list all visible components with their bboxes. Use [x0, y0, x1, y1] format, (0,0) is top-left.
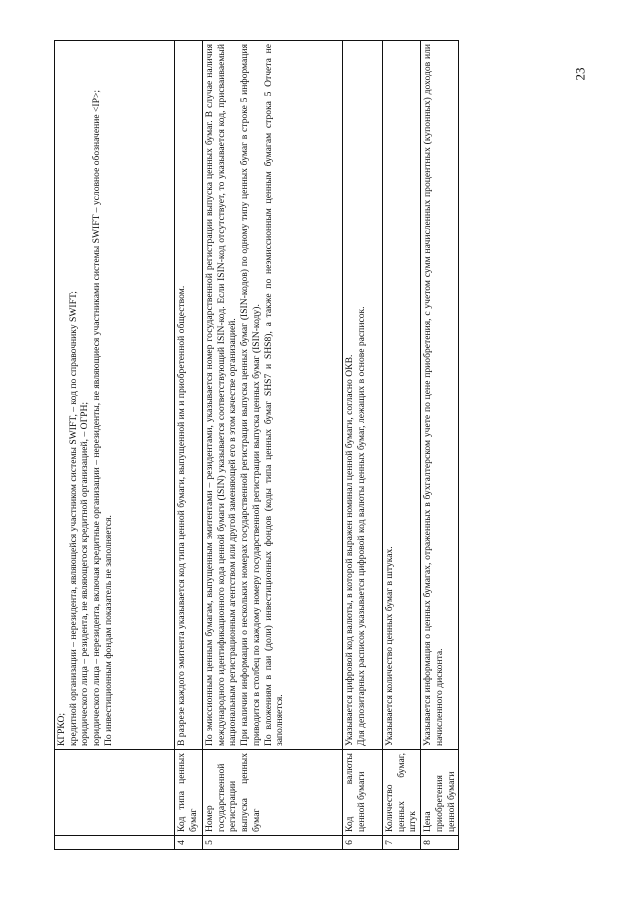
row-name: Цена приобретения ценной бумаги [421, 750, 459, 836]
row-number: 8 [421, 836, 459, 850]
row-description [55, 41, 175, 750]
row-number: 4 [175, 836, 203, 850]
row-description [343, 41, 383, 750]
row-name: Код валюты ценной бумаги [343, 750, 383, 836]
description-line: При наличии информации о нескольких номерах государственной регистрации выпуска ценных бумаг (ISIN-кодов) по одному типу ценных бумаг в строке 5 информация приводится в столбец по каждому номеру государственной регистрации выпуска ценных бумаг (ISIN-коду). [239, 44, 262, 746]
description-line: КГРКО; [56, 712, 67, 746]
table-row [175, 41, 203, 850]
row-description [203, 41, 343, 750]
row-name: Код типа ценных бумаг [175, 750, 203, 836]
row-name: Количество ценных бумаг, штук [383, 750, 421, 836]
description-line: Указывается цифровой код валюты, в которой выражен номинал ценной бумаги, согласно ОКВ. [344, 354, 355, 746]
row-number: 6 [343, 836, 383, 850]
row-description [175, 41, 203, 750]
table-row [203, 41, 343, 850]
table-wrapper [54, 40, 457, 850]
description-line: Указывается информация о ценных бумагах, отраженных в бухгалтерском учете по цене приобретения, с учетом сумм начисленных процентных (купонных) доходов или начисленного дисконта. [422, 44, 445, 746]
row-name: Номер государственной регистрации выпуска ценных бумаг [203, 750, 343, 836]
description-line: В разрезе каждого эмитента указывается код типа ценной бумаги, выпущенной им и приобретенной обществом. [176, 285, 187, 746]
row-number: 5 [203, 836, 343, 850]
description-line: Указывается количество ценных бумаг в штуках. [384, 546, 395, 746]
rotated-table-area [54, 40, 457, 850]
table-row [383, 41, 421, 850]
description-line: Для депозитарных расписок указывается цифровой код валюты ценных бумаг, лежащих в основе расписок. [355, 306, 367, 746]
table-row [421, 41, 459, 850]
description-line: юридического лица – резидента, не являющегося кредитной организацией, – ОГРН; [79, 401, 91, 746]
table-row [343, 41, 383, 850]
row-description [421, 41, 459, 750]
description-line: По вложениям в паи (доли) инвестиционных фондов (коды типа ценных бумаг SHS7 и SHS8), а также по неэмиссионным ценным бумагам строка 5 Отчета не заполняется. [262, 44, 286, 746]
table-row [55, 41, 175, 850]
row-number [55, 836, 175, 850]
row-name [55, 750, 175, 836]
instructions-table [54, 40, 459, 850]
row-number: 7 [383, 836, 421, 850]
page-number: 23 [572, 67, 588, 81]
description-line: юридического лица – нерезидента, включая кредитные организации – нерезиденты, не являющиеся участниками системы SWIFT – условное обозначение <IP>; [91, 89, 103, 746]
row-description [383, 41, 421, 750]
description-line: кредитной организации – нерезидента, являющейся участником системы SWIFT, – код по справочнику SWIFT; [67, 291, 79, 746]
description-line: По инвестиционным фондам показатель не заполняется. [102, 515, 114, 746]
description-line: По эмиссионным ценным бумагам, выпущенным эмитентами – резидентами, указывается номер государственной регистрации выпуска ценных бумаг. В случае наличия международного идентификационного кода ценной бумаги (ISIN) указывается соответствующий ISIN-код. Если ISIN-код отсутствует, то указывается код, присваиваемый национальным регистрационным агентством или другой заменяющей его в этом качестве организацией. [204, 44, 239, 746]
